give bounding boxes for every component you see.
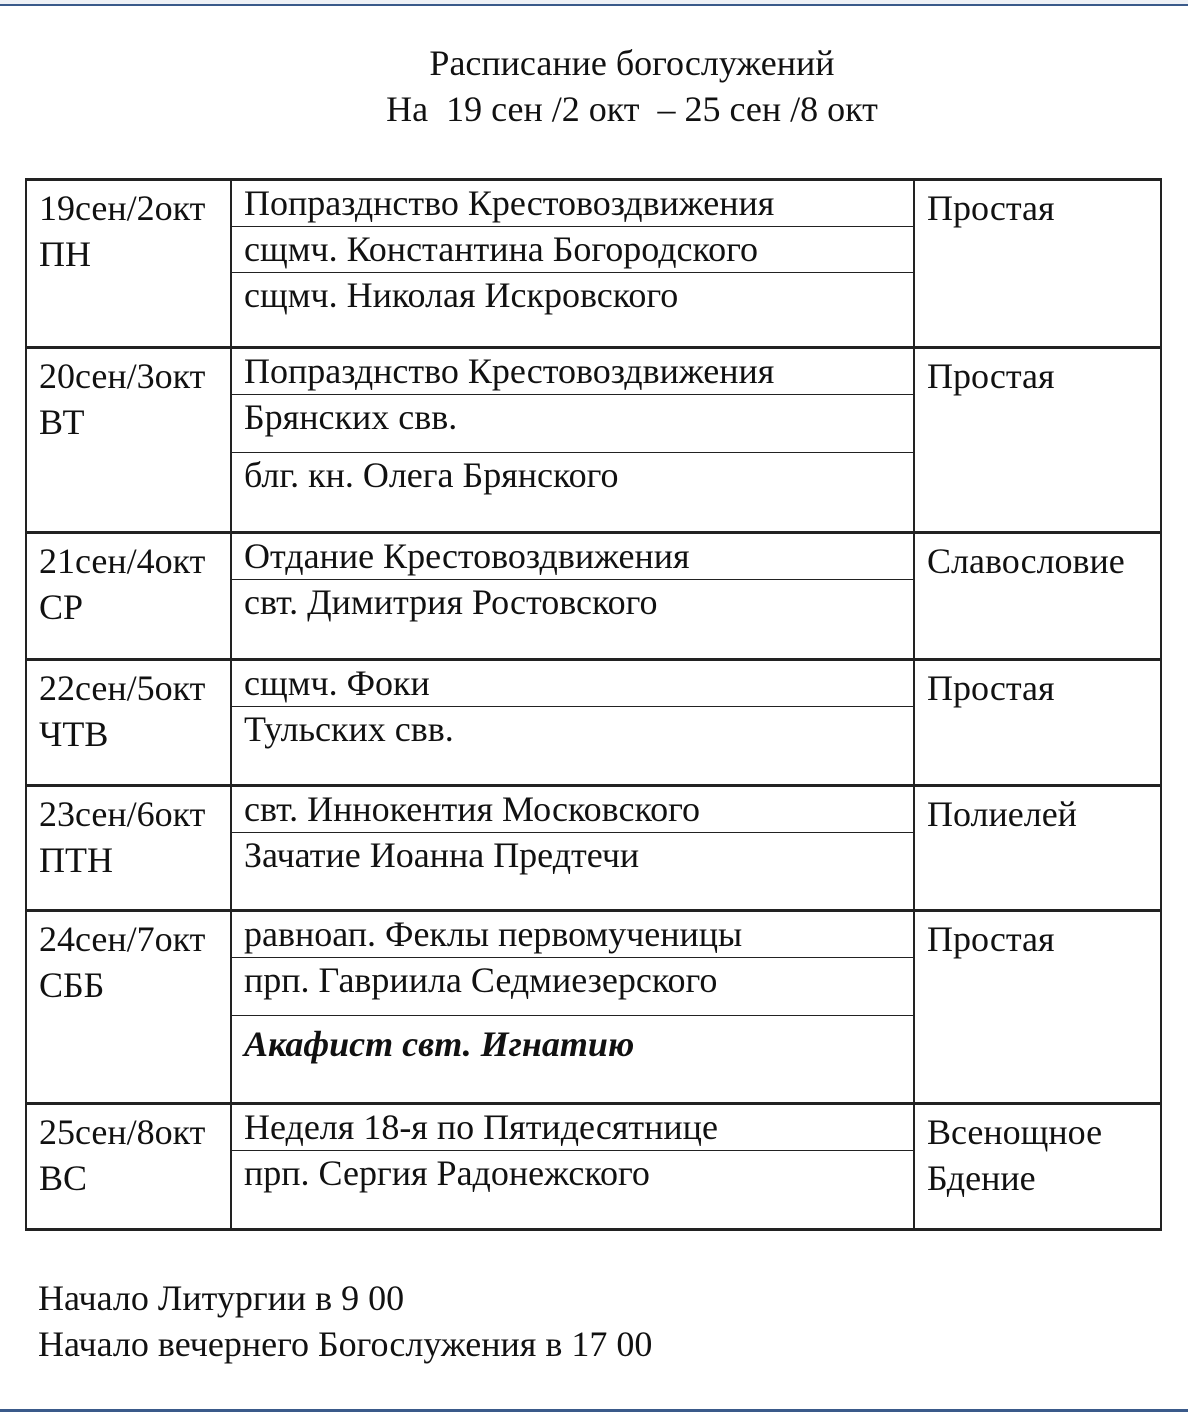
service-type: Простая xyxy=(927,668,1055,708)
date: 24сен/7окт xyxy=(39,919,206,959)
date-cell xyxy=(26,533,231,660)
weekday: СР xyxy=(39,587,84,627)
event-item: прп. Сергия Радонежского xyxy=(244,1153,650,1193)
date-cell xyxy=(26,786,231,911)
date-cell xyxy=(26,348,231,533)
weekday: ПТН xyxy=(39,840,113,880)
table-row xyxy=(26,533,1161,660)
event-item: блг. кн. Олега Брянского xyxy=(244,455,619,495)
service-type: Простая xyxy=(927,919,1055,959)
footer-notes xyxy=(38,1275,652,1367)
event-item: Неделя 18-я по Пятидесятнице xyxy=(232,1105,913,1151)
event-item: Тульских свв. xyxy=(244,709,454,749)
event-item: Отдание Крестовоздвижения xyxy=(232,534,913,580)
event-item: Попразднство Крестовоздвижения xyxy=(232,349,913,395)
events-cell xyxy=(231,1104,914,1230)
date-cell xyxy=(26,1104,231,1230)
title-line-1: Расписание богослужений xyxy=(429,43,835,83)
service-type-cell xyxy=(914,533,1161,660)
akathist-item: Акафист свт. Игнатию xyxy=(244,1024,635,1064)
event-item: равноап. Феклы первомученицы xyxy=(232,912,913,958)
date: 25сен/8окт xyxy=(39,1112,206,1152)
title-line-2: На 19 сен /2 окт – 25 сен /8 окт xyxy=(386,89,878,129)
events-cell xyxy=(231,911,914,1104)
date: 23сен/6окт xyxy=(39,794,206,834)
event-item: сщмч. Константина Богородского xyxy=(232,227,913,273)
event-item: Брянских свв. xyxy=(232,395,913,453)
events-cell xyxy=(231,786,914,911)
service-type: Полиелей xyxy=(927,794,1077,834)
service-type: Славословие xyxy=(927,541,1125,581)
event-item: свт. Иннокентия Московского xyxy=(232,787,913,833)
events-cell xyxy=(231,533,914,660)
event-item: Попразднство Крестовоздвижения xyxy=(232,181,913,227)
table-row xyxy=(26,348,1161,533)
service-type-cell xyxy=(914,660,1161,786)
date: 19сен/2окт xyxy=(39,188,206,228)
events-cell xyxy=(231,348,914,533)
event-item: прп. Гавриила Седмиезерского xyxy=(232,958,913,1016)
service-type: Бдение xyxy=(927,1158,1036,1198)
weekday: СББ xyxy=(39,965,105,1005)
page-title xyxy=(0,40,1188,132)
service-type-cell xyxy=(914,786,1161,911)
table-row xyxy=(26,911,1161,1104)
weekday: ЧТВ xyxy=(39,714,109,754)
table-row xyxy=(26,180,1161,348)
event-item: свт. Димитрия Ростовского xyxy=(244,582,658,622)
service-type: Простая xyxy=(927,356,1055,396)
date: 22сен/5окт xyxy=(39,668,206,708)
weekday: ВС xyxy=(39,1158,88,1198)
service-type-cell xyxy=(914,348,1161,533)
vespers-time: Начало вечернего Богослужения в 17 00 xyxy=(38,1324,653,1364)
date-cell xyxy=(26,180,231,348)
weekday: ВТ xyxy=(39,402,85,442)
weekday: ПН xyxy=(39,234,91,274)
table-row xyxy=(26,660,1161,786)
event-item: Зачатие Иоанна Предтечи xyxy=(244,835,640,875)
events-cell xyxy=(231,660,914,786)
date-cell xyxy=(26,911,231,1104)
service-type-cell xyxy=(914,180,1161,348)
top-border xyxy=(0,0,1188,6)
table-row xyxy=(26,1104,1161,1230)
service-type-cell xyxy=(914,911,1161,1104)
service-type: Простая xyxy=(927,188,1055,228)
schedule-table xyxy=(25,178,1162,1231)
service-type-cell xyxy=(914,1104,1161,1230)
date-cell xyxy=(26,660,231,786)
event-item: сщмч. Фоки xyxy=(232,661,913,707)
service-type: Всенощное xyxy=(927,1112,1103,1152)
liturgy-time: Начало Литургии в 9 00 xyxy=(38,1278,405,1318)
table-row xyxy=(26,786,1161,911)
date: 20сен/3окт xyxy=(39,356,206,396)
events-cell xyxy=(231,180,914,348)
event-item: сщмч. Николая Искровского xyxy=(244,275,679,315)
date: 21сен/4окт xyxy=(39,541,206,581)
